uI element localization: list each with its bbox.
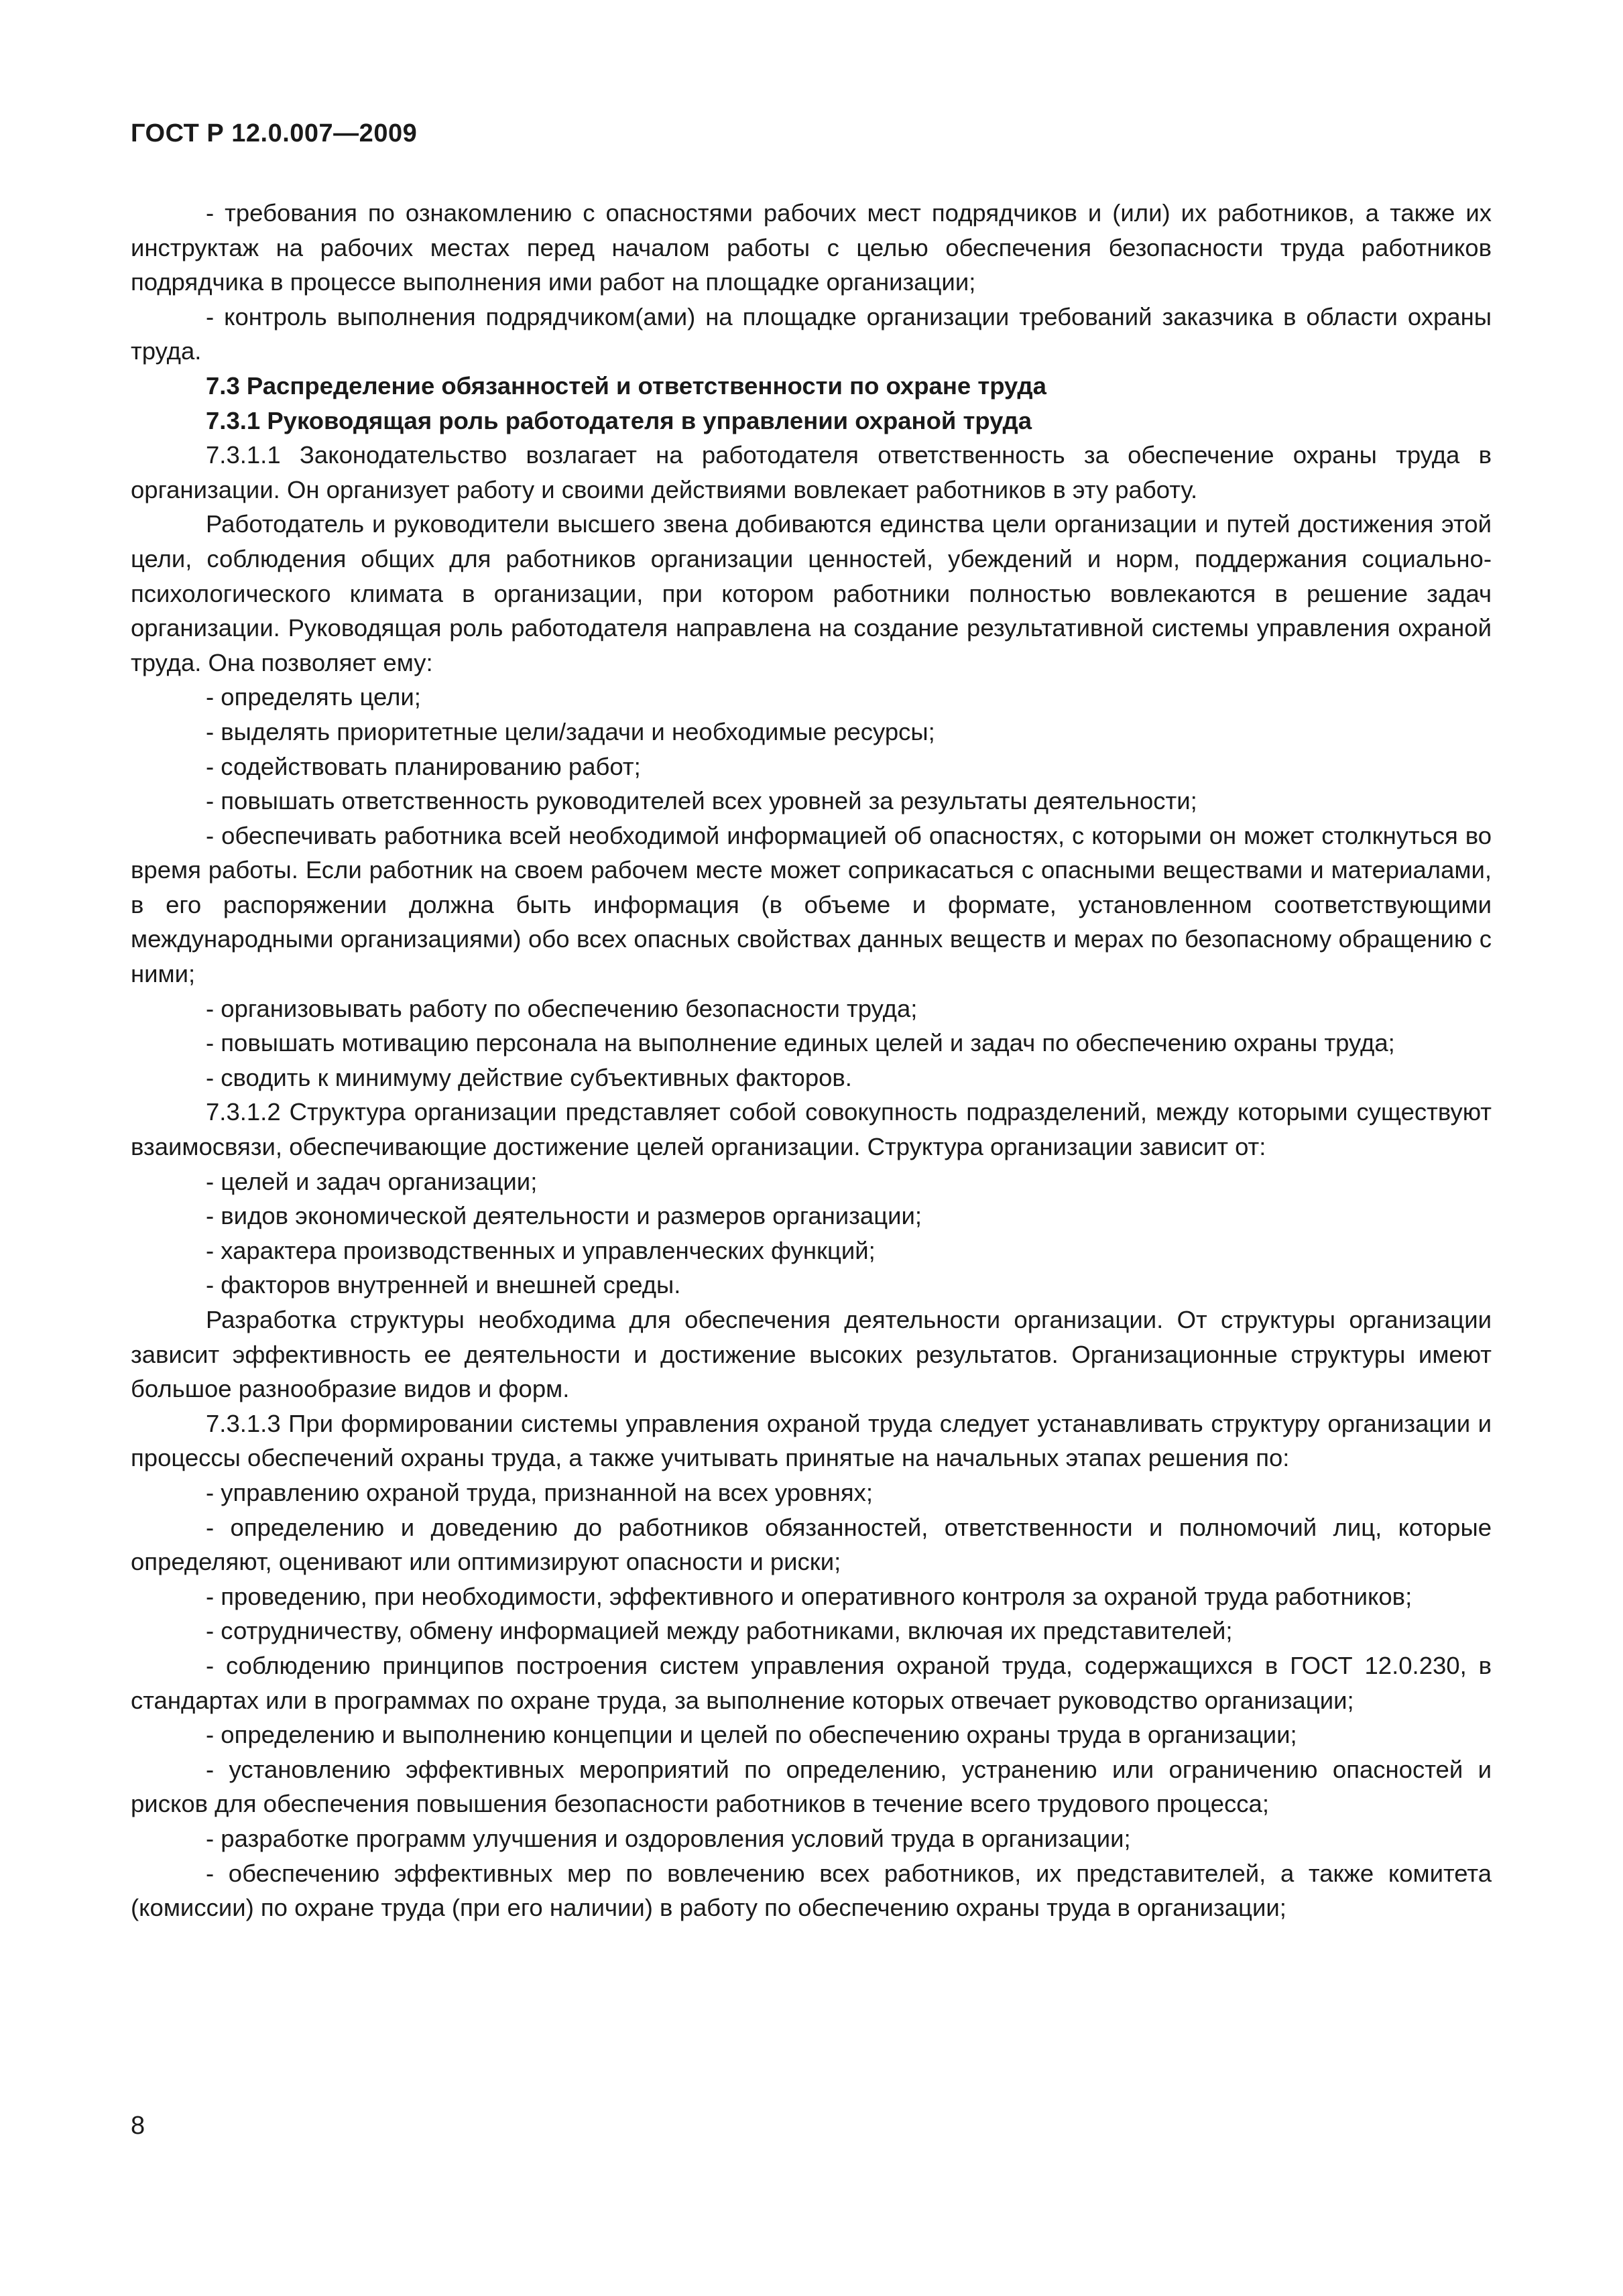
section-heading: 7.3 Распределение обязанностей и ответственности по охране труда bbox=[206, 371, 1046, 400]
list-item: - обеспечению эффективных мер по вовлечению всех работников, их представителей, а также комитета (комиссии) по охране труда (при его наличии) в работу по обеспечению охраны труда в организации; bbox=[131, 1859, 1492, 1922]
list-item: - сводить к минимуму действие субъективных факторов. bbox=[206, 1063, 852, 1091]
list-item: - требования по ознакомлению с опасностями рабочих мест подрядчиков и (или) их работников, а также их инструктаж на рабочих местах перед началом работы с целью обеспечения безопасности труда работников подрядчика в процессе выполнения ими работ на площадке организации; bbox=[131, 199, 1492, 296]
list-item: - факторов внутренней и внешней среды. bbox=[206, 1271, 681, 1299]
body-paragraph: 7.3.1.3 При формировании системы управления охраной труда следует устанавливать структуру организации и процессы обеспечений охраны труда, а также учитывать принятые на начальных этапах решения по: bbox=[131, 1409, 1492, 1472]
list-item: - проведению, при необходимости, эффективного и оперативного контроля за охраной труда работников; bbox=[206, 1582, 1412, 1610]
list-item: - содействовать планированию работ; bbox=[206, 752, 641, 780]
list-item: - повышать ответственность руководителей всех уровней за результаты деятельности; bbox=[206, 787, 1197, 815]
list-item: - выделять приоритетные цели/задачи и необходимые ресурсы; bbox=[206, 717, 935, 745]
list-item: - определению и выполнению концепции и целей по обеспечению охраны труда в организации; bbox=[206, 1721, 1297, 1749]
list-item: - целей и задач организации; bbox=[206, 1167, 538, 1195]
list-item: - соблюдению принципов построения систем управления охраной труда, содержащихся в ГОСТ 12.0.230, в стандартах или в программах по охране труда, за выполнение которых отвечает руководство организации; bbox=[131, 1651, 1492, 1714]
document-body bbox=[131, 196, 1492, 1925]
body-paragraph: Работодатель и руководители высшего звена добиваются единства цели организации и путей достижения этой цели, соблюдения общих для работников организации ценностей, убеждений и норм, поддержания социально-психологического климата в организации, при котором работники полностью вовлекаются в решение задач организации. Руководящая роль работодателя направлена на создание результативной системы управления охраной труда. Она позволяет ему: bbox=[131, 510, 1492, 676]
list-item: - организовывать работу по обеспечению безопасности труда; bbox=[206, 994, 918, 1022]
list-item: - определению и доведению до работников обязанностей, ответственности и полномочий лиц, которые определяют, оценивают или оптимизируют опасности и риски; bbox=[131, 1513, 1492, 1576]
subsection-heading: 7.3.1 Руководящая роль работодателя в управлении охраной труда bbox=[206, 406, 1032, 434]
document-header: ГОСТ Р 12.0.007—2009 bbox=[131, 119, 418, 147]
list-item: - управлению охраной труда, признанной на всех уровнях; bbox=[206, 1478, 874, 1506]
list-item: - сотрудничеству, обмену информацией между работниками, включая их представителей; bbox=[206, 1617, 1233, 1645]
list-item: - разработке программ улучшения и оздоровления условий труда в организации; bbox=[206, 1824, 1131, 1852]
body-paragraph: 7.3.1.2 Структура организации представляет собой совокупность подразделений, между которыми существуют взаимосвязи, обеспечивающие достижение целей организации. Структура организации зависит от: bbox=[131, 1098, 1492, 1161]
list-item: - определять цели; bbox=[206, 683, 421, 711]
list-item: - контроль выполнения подрядчиком(ами) на площадке организации требований заказчика в области охраны труда. bbox=[131, 302, 1492, 365]
list-item: - видов экономической деятельности и размеров организации; bbox=[206, 1202, 922, 1230]
list-item: - обеспечивать работника всей необходимой информацией об опасностях, с которыми он может столкнуться во время работы. Если работник на своем рабочем месте может соприкасаться с опасными веществами и материалами, в его распоряжении должна быть информация (в объеме и формате, установленном соответствующими международными организациями) обо всех опасных свойствах данных веществ и мерах по безопасному обращению с ними; bbox=[131, 821, 1492, 988]
page-number: 8 bbox=[131, 2112, 145, 2140]
list-item: - повышать мотивацию персонала на выполнение единых целей и задач по обеспечению охраны труда; bbox=[206, 1029, 1395, 1057]
list-item: - установлению эффективных мероприятий по определению, устранению или ограничению опасностей и рисков для обеспечения повышения безопасности работников в течение всего трудового процесса; bbox=[131, 1755, 1492, 1818]
body-paragraph: 7.3.1.1 Законодательство возлагает на работодателя ответственность за обеспечение охраны труда в организации. Он организует работу и своими действиями вовлекает работников в эту работу. bbox=[131, 441, 1492, 503]
body-paragraph: Разработка структуры необходима для обеспечения деятельности организации. От структуры организации зависит эффективность ее деятельности и достижение высоких результатов. Организационные структуры имеют большое разнообразие видов и форм. bbox=[131, 1306, 1492, 1403]
list-item: - характера производственных и управленческих функций; bbox=[206, 1236, 876, 1264]
